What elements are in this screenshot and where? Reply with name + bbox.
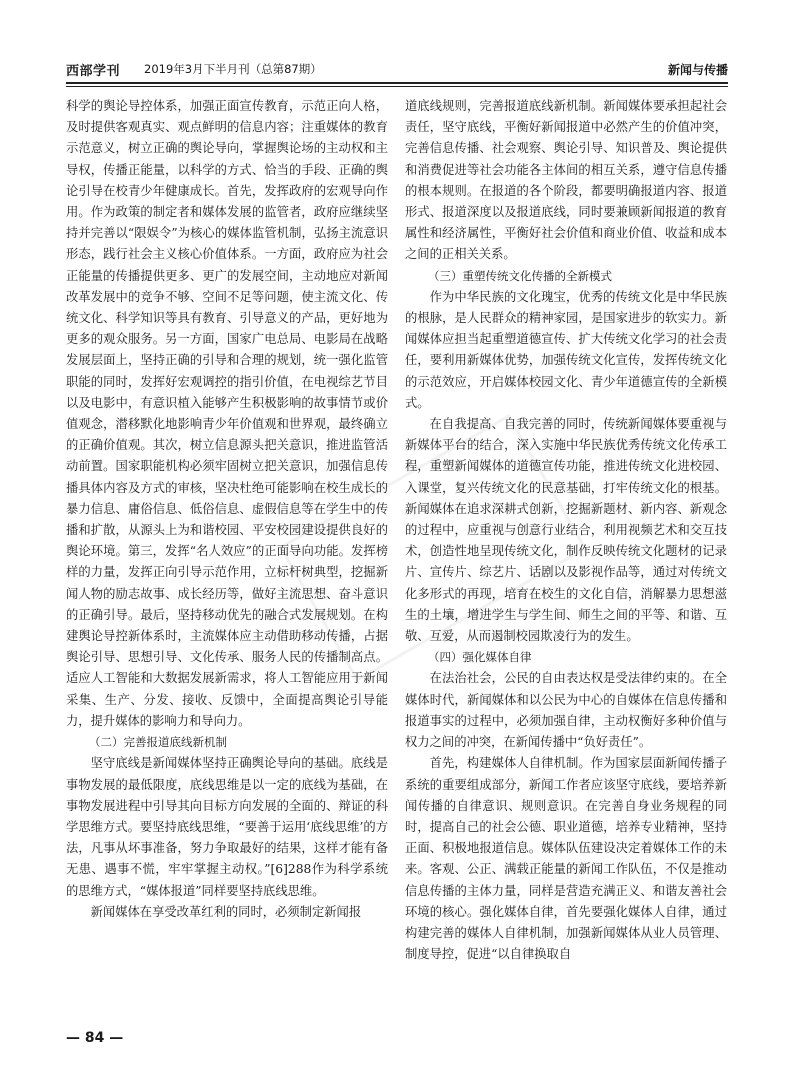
right-column: [405, 96, 727, 965]
paragraph: 在法治社会，公民的自由表达权是受法律约束的。在全媒体时代，新闻媒体和以公民为中心的自媒体在信息传播和报道事实的过程中，必须加强自律，主动权衡好多种价值与权力之间的冲突，在新闻传播中“负好责任”。: [405, 671, 727, 750]
left-column: [66, 96, 388, 923]
paragraph: 在自我提高、自我完善的同时，传统新闻媒体要重视与新媒体平台的结合，深入实施中华民族优秀传统文化传承工程，重塑新闻媒体的道德宣传功能，推进传统文化进校园、入课堂，复兴传统文化的民意基础，打牢传统文化的根基。新闻媒体在追求深耕式创新，挖掘新题材、新内容、新观念的过程中，应重视与创意行业结合，利用视频艺术和交互技术，创造性地呈现传统文化，制作反映传统文化题材的记录片、宣传片、综艺片、话剧以及影视作品等，通过对传统文化多形式的再现，培育在校生的文化自信，消解暴力思想滋生的土壤，增进学生与学生间、师生之间的平等、和谐、互敬、互爱，从而遏制校园欺凌行为的发生。: [405, 417, 727, 644]
header-rule-thin: [66, 86, 728, 87]
header-rule-thick: [66, 82, 728, 84]
issue-info: 2019年3月下半月刊（总第87期）: [144, 62, 322, 76]
journal-name: 西部学刊: [66, 64, 121, 79]
paragraph: 新闻媒体在享受改革红利的同时，必须制定新闻报: [90, 904, 362, 919]
paragraph: 首先，构建媒体人自律机制。作为国家层面新闻传播子系统的重要组成部分，新闻工作者应该坚守底线，要培养新闻传播的自律意识、规则意识。在完善自身业务规程的同时，提高自己的社会公德、职业道德，培养专业精神，坚持正面、积极地报道信息。媒体队伍建设决定着媒体工作的未来。客观、公正、满载正能量的新闻工作队伍，不仅是推动信息传播的主体力量，同样是营造充满正义、和谐友善社会环境的核心。强化媒体自律，首先要强化媒体人自律，通过构建完善的媒体人自律机制，加强新闻媒体从业人员管理、制度导控，促进“以自律换取自: [405, 756, 727, 962]
section-heading: （四）强化媒体自律: [428, 650, 532, 665]
section-heading: （三）重塑传统文化传播的全新模式: [428, 268, 612, 283]
section-name: 新闻与传播: [667, 63, 728, 77]
paragraph: 道底线规则，完善报道底线新机制。新闻媒体要承担起社会责任，坚守底线，平衡好新闻报道中必然产生的价值冲突，完善信息传播、社会观察、舆论引导、知识普及、舆论提供和消费促进等社会功能各主体间的相互关系，遵守信息传播的根本规则。在报道的各个阶段，都要明确报道内容、报道形式、报道深度以及报道底线，同时要兼顾新闻报道的教育属性和经济属性，平衡好社会价值和商业价值、收益和成本之间的正相关关系。: [405, 99, 727, 262]
paragraph: 科学的舆论导控体系，加强正面宣传教育，示范正向人格，及时提供客观真实、观点鲜明的信息内容；注重媒体的教育示范意义，树立正确的舆论导向，掌握舆论场的主动权和主导权，传播正能量，以科学的方式、恰当的手段、正确的舆论引导在校青少年健康成长。首先，发挥政府的宏观导向作用。作为政策的制定者和媒体发展的监管者，政府应继续坚持并完善以“限娱令”为核心的媒体监管机制，弘扬主流意识形态，践行社会主义核心价值体系。一方面，政府应为社会正能量的传播提供更多、更广的发展空间，主动地应对新闻改革发展中的竞争不够、空间不足等问题，使主流文化、传统文化、科学知识等具有教育、引导意义的产品，更好地为更多的观众服务。另一方面，国家广电总局、电影局在战略发展层面上，坚持正确的引导和合理的规划，统一强化监管职能的同时，发挥好宏观调控的指引价值，在电视综艺节目以及电影中，有意识植入能够产生积极影响的故事情节或价值观念，潜移默化地影响青少年价值观和世界观，最终确立的正确价值观。其次，树立信息源头把关意识，推进监管活动前置。国家职能机构必须牢固树立把关意识，加强信息传播具体内容及方式的审核，坚决杜绝可能影响在校生成长的暴力信息、庸俗信息、低俗信息、虚假信息等在学生中的传播和扩散，从源头上为和谐校园、平安校园建设提供良好的舆论环境。第三，发挥“名人效应”的正面导向功能。发挥榜样的力量，发挥正向引导示范作用，立标杆树典型，挖掘新闻人物的励志故事、成长经历等，做好主流思想、奋斗意识的正确引导。最后，坚持移动优先的融合式发展规划。在构建舆论导控新体系时，主流媒体应主动借助移动传播，占据舆论引导、思想引导、文化传承、服务人民的传播制高点。适应人工智能和大数据发展新需求，将人工智能应用于新闻采集、生产、分发、接收、反馈中，全面提高舆论引导能力，提升媒体的影响力和导向力。: [66, 99, 388, 728]
paragraph: 坚守底线是新闻媒体坚持正确舆论导向的基础。底线是事物发展的最低限度，底线思维是以一定的底线为基础，在事物发展进程中引导其向目标方向发展的全面的、辩证的科学思维方式。要坚持底线思维，“要善于运用‘底线思维’的方法，凡事从坏事准备，努力争取最好的结果，这样才能有备无患、遇事不慌，牢牢掌握主动权。”[6]288作为科学系统的思维方式，“媒体报道”同样要坚持底线思维。: [66, 756, 388, 898]
page-header: [66, 58, 728, 80]
paragraph: 作为中华民族的文化瑰宝，优秀的传统文化是中华民族的根脉，是人民群众的精神家园，是国家进步的软实力。新闻媒体应担当起重塑道德宣传、扩大传统文化学习的社会责任，要利用新媒体优势，加强传统文化宣传，发挥传统文化的示范效应，开启媒体校园文化、青少年道德宣传的全新模式。: [405, 289, 727, 410]
section-heading: （二）完善报道底线新机制: [89, 735, 227, 750]
page-number: — 84 —: [66, 1030, 124, 1046]
